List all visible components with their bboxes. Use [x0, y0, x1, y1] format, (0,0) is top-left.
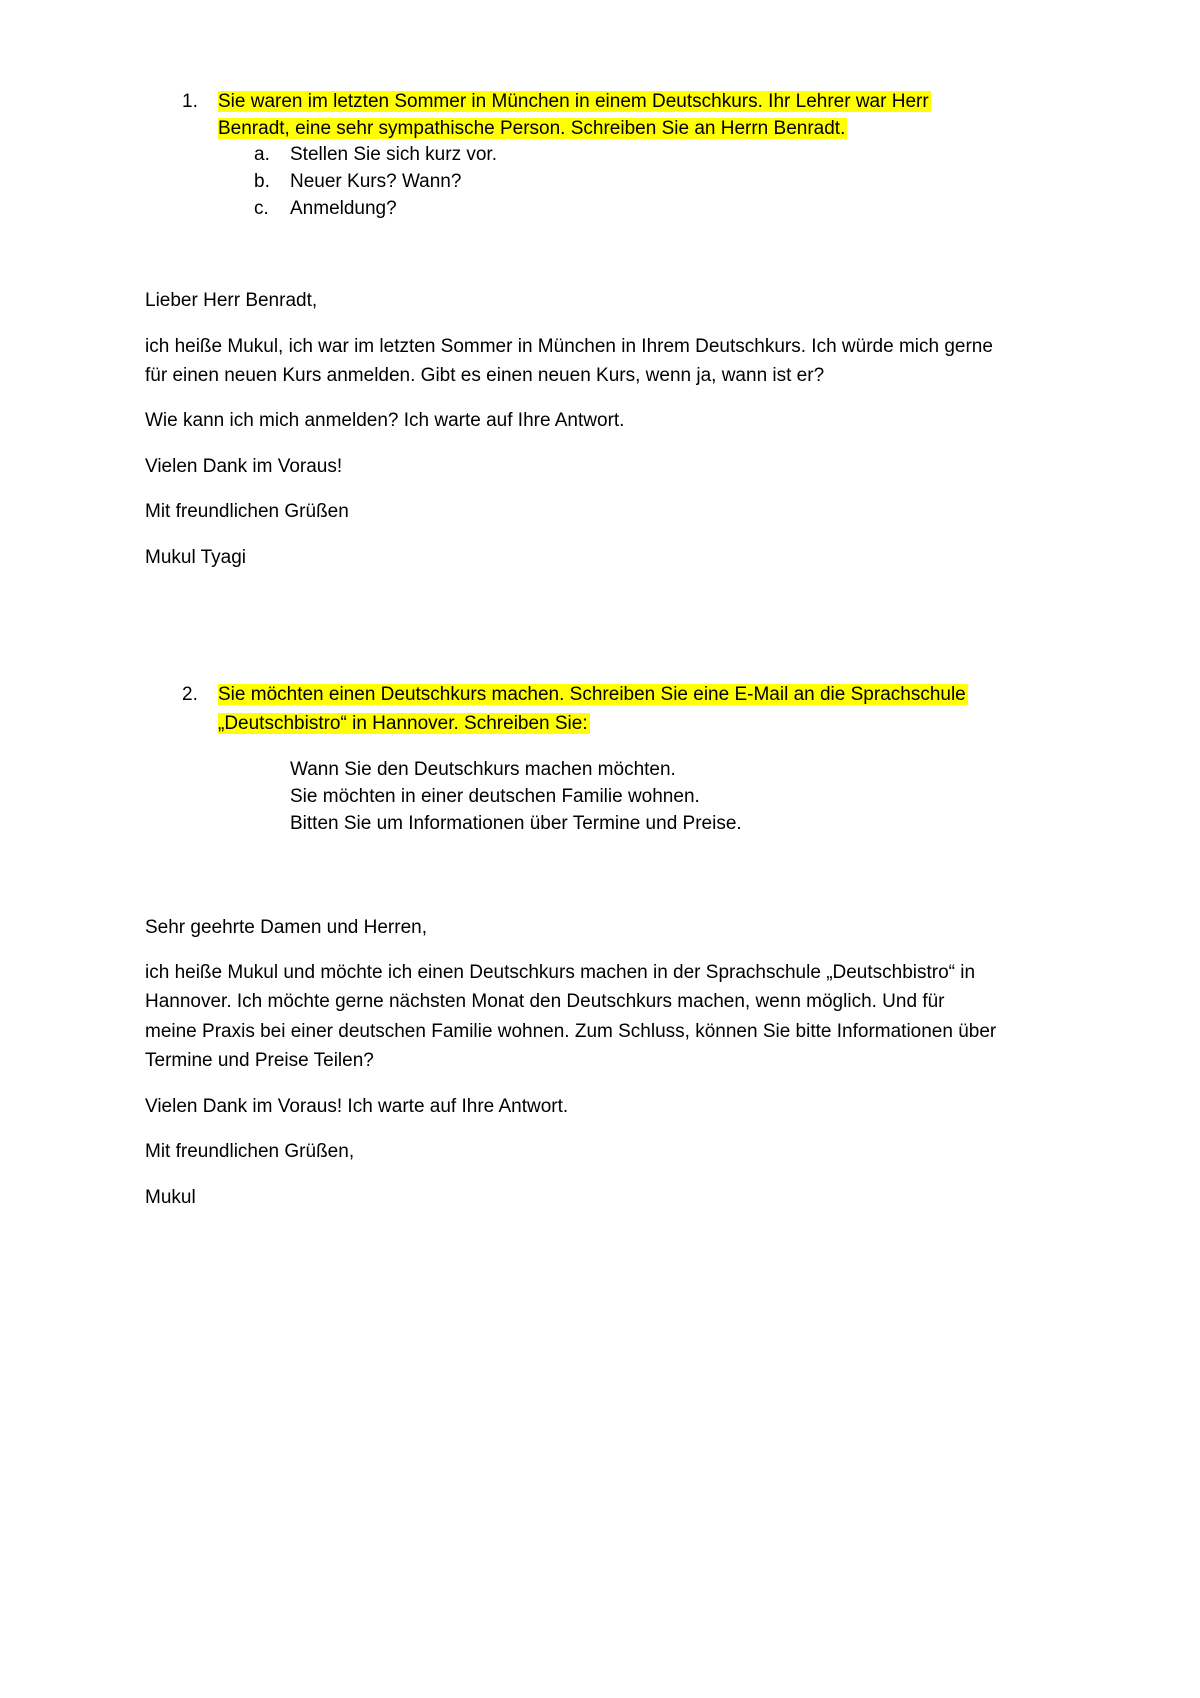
letter1-paragraph1-line-1: ich heiße Mukul, ich war im letzten Sommer in München in Ihrem Deutschkurs. Ich würde mich gerne: [145, 336, 993, 357]
letter2-paragraph1-line-2: Hannover. Ich möchte gerne nächsten Monat den Deutschkurs machen, wenn möglich. Und für: [145, 991, 945, 1012]
task1-point-b: Neuer Kurs? Wann?: [290, 171, 462, 192]
task1-prompt-line-2: [218, 116, 847, 142]
task2-point-3: Bitten Sie um Informationen über Termine und Preise.: [290, 813, 742, 834]
task1-prompt-line-1: [218, 89, 931, 115]
letter1-salutation: Lieber Herr Benradt,: [145, 290, 318, 311]
task1-point-b-marker: b.: [254, 171, 270, 192]
task2-prompt-line-1: [218, 682, 968, 708]
task1-prompt-text-2: Benradt, eine sehr sympathische Person. Schreiben Sie an Herrn Benradt.: [218, 118, 846, 139]
task1-point-a: Stellen Sie sich kurz vor.: [290, 144, 497, 165]
letter1-thanks: Vielen Dank im Voraus!: [145, 456, 343, 477]
letter2-paragraph1-line-4: Termine und Preise Teilen?: [145, 1050, 374, 1071]
task1-point-c: Anmeldung?: [290, 198, 397, 219]
letter1-closing: Mit freundlichen Grüßen: [145, 501, 349, 522]
letter1-signature: Mukul Tyagi: [145, 547, 247, 568]
letter2-thanks: Vielen Dank im Voraus! Ich warte auf Ihre Antwort.: [145, 1096, 569, 1117]
task1-point-c-marker: c.: [254, 198, 269, 219]
task2-prompt-text-2: „Deutschbistro“ in Hannover. Schreiben Sie:: [218, 713, 588, 734]
letter2-salutation: Sehr geehrte Damen und Herren,: [145, 917, 427, 938]
task1-number: 1.: [182, 91, 198, 112]
letter2-paragraph1-line-1: ich heiße Mukul und möchte ich einen Deutschkurs machen in der Sprachschule „Deutschbistro“ in: [145, 962, 976, 983]
task2-number: 2.: [182, 684, 198, 705]
task1-point-a-marker: a.: [254, 144, 270, 165]
task2-prompt-line-2: [218, 711, 590, 737]
task2-point-1: Wann Sie den Deutschkurs machen möchten.: [290, 759, 676, 780]
letter1-paragraph2: Wie kann ich mich anmelden? Ich warte auf Ihre Antwort.: [145, 410, 625, 431]
letter2-closing: Mit freundlichen Grüßen,: [145, 1141, 355, 1162]
letter2-signature: Mukul: [145, 1187, 196, 1208]
task2-prompt-text-1: Sie möchten einen Deutschkurs machen. Schreiben Sie eine E-Mail an die Sprachschule: [218, 684, 966, 705]
letter2-paragraph1-line-3: meine Praxis bei einer deutschen Familie wohnen. Zum Schluss, können Sie bitte Informationen über: [145, 1021, 997, 1042]
task2-point-2: Sie möchten in einer deutschen Familie wohnen.: [290, 786, 700, 807]
task1-prompt-text-1: Sie waren im letzten Sommer in München in einem Deutschkurs. Ihr Lehrer war Herr: [218, 91, 929, 112]
letter1-paragraph1-line-2: für einen neuen Kurs anmelden. Gibt es einen neuen Kurs, wenn ja, wann ist er?: [145, 365, 825, 386]
